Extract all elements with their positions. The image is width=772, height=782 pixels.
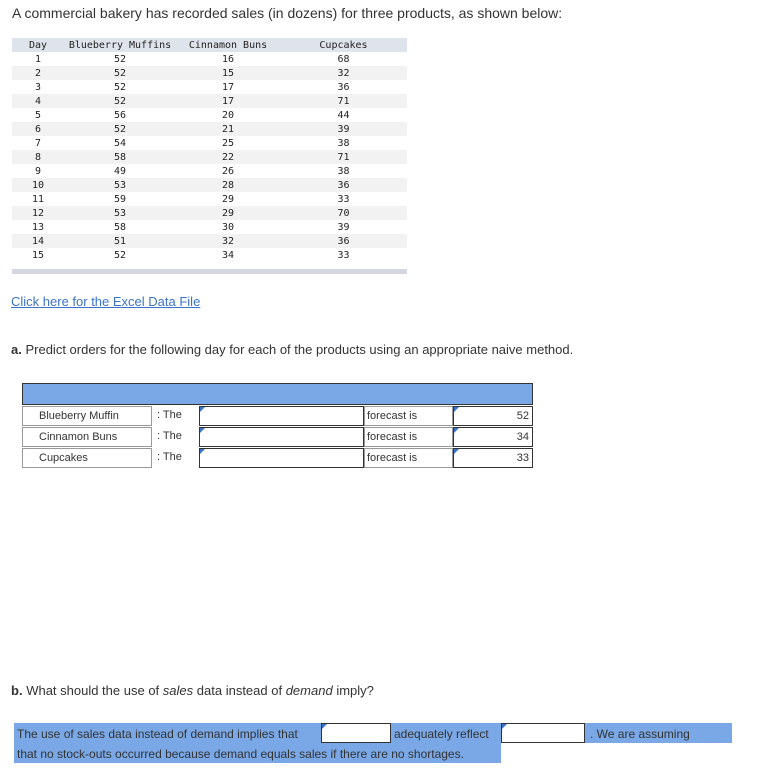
cell-cupcakes: 44 xyxy=(337,109,350,121)
dropdown-marker-icon xyxy=(454,449,459,454)
forecast-value-input[interactable] xyxy=(453,427,533,447)
table-row xyxy=(12,220,407,234)
table-row xyxy=(12,248,407,262)
cell-cupcakes: 70 xyxy=(337,207,350,219)
answer-b-line2-text: that no stock-outs occurred because demand equals sales if there are no shortages. xyxy=(17,747,464,761)
cell-blueberry: 52 xyxy=(113,81,127,93)
cell-cupcakes: 36 xyxy=(337,235,350,247)
table-row xyxy=(12,192,407,206)
table-row xyxy=(12,94,407,108)
cell-cinnamon: 17 xyxy=(221,95,235,107)
question-b-text-1: What should the use of xyxy=(26,683,160,698)
cell-blueberry: 58 xyxy=(113,151,127,163)
cell-day: 13 xyxy=(31,221,45,233)
dropdown-marker-icon xyxy=(454,407,459,412)
forecast-label: forecast is xyxy=(364,448,453,468)
cell-cinnamon: 16 xyxy=(221,53,235,65)
forecast-label: forecast is xyxy=(364,427,453,447)
cell-blueberry: 54 xyxy=(113,137,127,149)
cell-day: 3 xyxy=(34,81,42,93)
cell-day: 9 xyxy=(34,165,42,177)
cell-cupcakes: 39 xyxy=(337,123,350,135)
table-row xyxy=(12,122,407,136)
cell-cupcakes: 39 xyxy=(337,221,350,233)
answer-a-row xyxy=(22,448,533,468)
cell-cinnamon: 22 xyxy=(221,151,235,163)
table-row xyxy=(12,108,407,122)
answer-b-part3: . We are assuming xyxy=(590,727,690,741)
forecast-value-input[interactable] xyxy=(453,406,533,426)
question-a-text: Predict orders for the following day for each of the products using an appropriate naive method. xyxy=(25,342,574,357)
cell-cinnamon: 17 xyxy=(221,81,235,93)
cell-blueberry: 49 xyxy=(113,165,127,177)
the-label: : The xyxy=(157,430,182,442)
method-select[interactable] xyxy=(199,427,364,447)
cell-cinnamon: 21 xyxy=(221,123,235,135)
cell-cinnamon: 28 xyxy=(221,179,235,191)
answer-a-header xyxy=(22,383,533,405)
cell-cupcakes: 36 xyxy=(337,179,350,191)
cell-cupcakes: 71 xyxy=(337,95,350,107)
cell-blueberry: 51 xyxy=(113,235,127,247)
cell-day: 4 xyxy=(34,95,42,107)
question-a-prefix: a. xyxy=(11,342,22,357)
cell-cinnamon: 34 xyxy=(221,249,235,261)
cell-cupcakes: 33 xyxy=(337,193,350,205)
table-row xyxy=(12,136,407,150)
cell-blueberry: 52 xyxy=(113,53,127,65)
answer-b-line-1 xyxy=(14,723,732,743)
cell-day: 2 xyxy=(34,67,42,79)
answer-b-line-2 xyxy=(14,743,501,763)
cell-cupcakes: 36 xyxy=(337,81,350,93)
cell-cinnamon: 29 xyxy=(221,193,235,205)
table-row xyxy=(12,164,407,178)
cell-blueberry: 52 xyxy=(113,123,127,135)
the-label: : The xyxy=(157,451,182,463)
table-row xyxy=(12,150,407,164)
cell-blueberry: 53 xyxy=(113,207,127,219)
cell-day: 15 xyxy=(31,249,45,261)
cell-blueberry: 53 xyxy=(113,179,127,191)
method-select[interactable] xyxy=(199,448,364,468)
cell-day: 8 xyxy=(34,151,42,163)
table-footer-bar xyxy=(12,269,407,274)
cell-day: 10 xyxy=(31,179,45,191)
answer-b xyxy=(14,723,732,763)
cell-day: 6 xyxy=(34,123,42,135)
cell-day: 11 xyxy=(31,193,45,205)
cell-cinnamon: 32 xyxy=(221,235,235,247)
question-b-demand: demand xyxy=(285,683,333,698)
cell-cinnamon: 25 xyxy=(221,137,235,149)
cell-cupcakes: 38 xyxy=(337,165,350,177)
forecast-label: forecast is xyxy=(364,406,453,426)
table-row xyxy=(12,234,407,248)
table-body xyxy=(12,52,407,262)
cell-day: 7 xyxy=(34,137,42,149)
header-cupcakes: Cupcakes xyxy=(319,39,368,51)
cell-cupcakes: 32 xyxy=(337,67,350,79)
question-b-sales: sales xyxy=(162,683,194,698)
table-row xyxy=(12,80,407,94)
cell-day: 12 xyxy=(31,207,45,219)
forecast-value: 52 xyxy=(516,410,529,422)
cell-cupcakes: 33 xyxy=(337,249,350,261)
table-row xyxy=(12,206,407,220)
dropdown-marker-icon xyxy=(200,449,205,454)
cell-day: 14 xyxy=(31,235,45,247)
the-label: : The xyxy=(157,409,182,421)
method-select[interactable] xyxy=(199,406,364,426)
cell-cupcakes: 68 xyxy=(337,53,350,65)
table-header xyxy=(12,38,407,52)
cell-blueberry: 52 xyxy=(113,95,127,107)
answer-b-part2: adequately reflect xyxy=(394,727,489,741)
cell-cinnamon: 15 xyxy=(221,67,235,79)
answer-b-select-1[interactable] xyxy=(321,723,391,743)
answer-b-part1: The use of sales data instead of demand implies that xyxy=(17,727,298,741)
question-b-text-2: data instead of xyxy=(196,683,283,698)
forecast-value: 33 xyxy=(516,452,529,464)
question-b xyxy=(11,683,374,698)
forecast-value-input[interactable] xyxy=(453,448,533,468)
header-cinnamon: Cinnamon Buns xyxy=(188,39,268,51)
sales-data-table xyxy=(12,38,407,274)
header-blueberry: Blueberry Muffins xyxy=(68,39,172,51)
dropdown-marker-icon xyxy=(454,428,459,433)
cell-day: 5 xyxy=(34,109,42,121)
cell-blueberry: 56 xyxy=(113,109,127,121)
cell-blueberry: 58 xyxy=(113,221,127,233)
question-a xyxy=(11,342,573,357)
cell-blueberry: 52 xyxy=(113,249,127,261)
answer-a-table xyxy=(22,383,533,468)
table-row xyxy=(12,52,407,66)
cell-day: 1 xyxy=(34,53,42,65)
forecast-value: 34 xyxy=(516,431,529,443)
excel-data-link[interactable]: Click here for the Excel Data File xyxy=(11,294,201,309)
cell-cinnamon: 30 xyxy=(221,221,235,233)
answer-b-select-2[interactable] xyxy=(501,723,585,743)
header-day: Day xyxy=(28,39,48,51)
product-label: Blueberry Muffin xyxy=(22,406,152,426)
dropdown-marker-icon xyxy=(502,724,507,729)
question-b-prefix: b. xyxy=(11,683,23,698)
product-label: Cupcakes xyxy=(22,448,152,468)
table-row xyxy=(12,178,407,192)
cell-cinnamon: 29 xyxy=(221,207,235,219)
answer-a-row xyxy=(22,427,533,447)
cell-blueberry: 59 xyxy=(113,193,127,205)
question-b-text-3: imply? xyxy=(336,683,374,698)
cell-cinnamon: 20 xyxy=(221,109,235,121)
intro-text: A commercial bakery has recorded sales (in dozens) for three products, as shown below: xyxy=(12,5,563,21)
table-row xyxy=(12,66,407,80)
cell-cupcakes: 38 xyxy=(337,137,350,149)
dropdown-marker-icon xyxy=(200,428,205,433)
answer-a-row xyxy=(22,406,533,426)
product-label: Cinnamon Buns xyxy=(22,427,152,447)
cell-blueberry: 52 xyxy=(113,67,127,79)
dropdown-marker-icon xyxy=(322,724,327,729)
cell-cupcakes: 71 xyxy=(337,151,350,163)
dropdown-marker-icon xyxy=(200,407,205,412)
cell-cinnamon: 26 xyxy=(221,165,235,177)
